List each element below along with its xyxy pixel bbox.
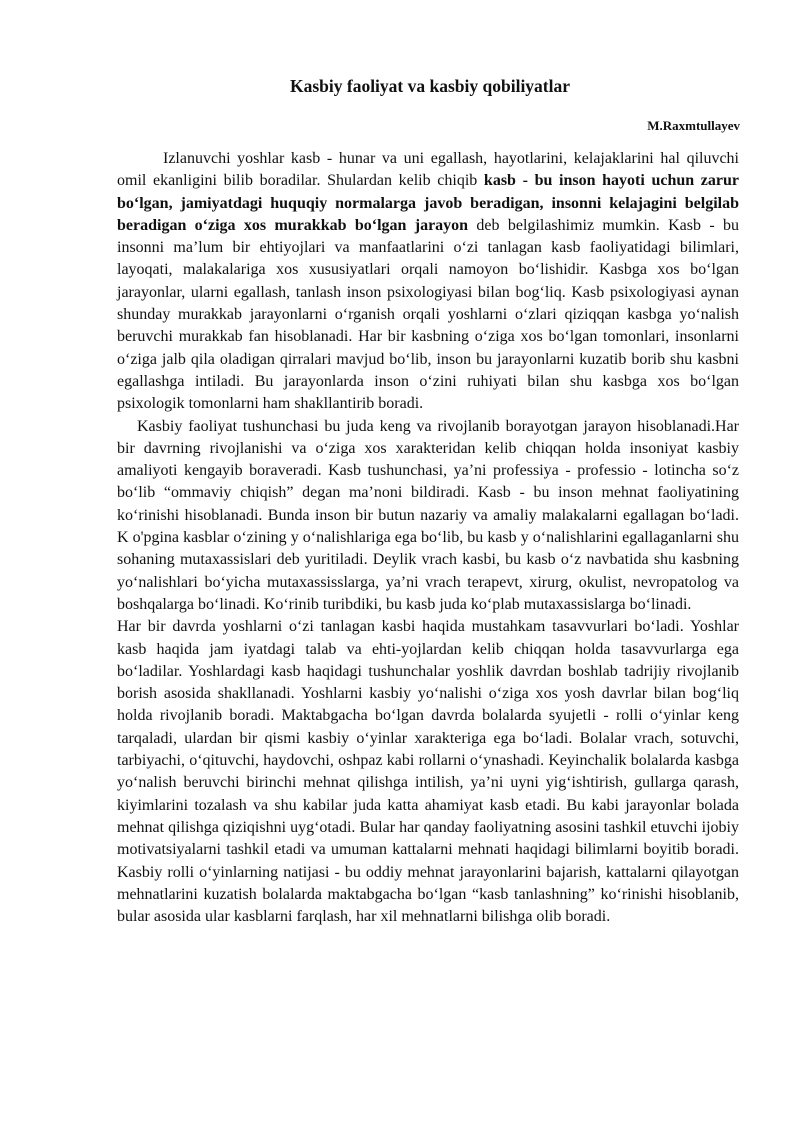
paragraph-1	[117, 148, 739, 416]
author-name: M.Raxmtullayev	[647, 118, 740, 133]
paragraph-2: Kasbiy faoliyat tushunchasi bu juda keng va rivojlanib borayotgan jarayon hisoblanadi.Har bir davrning rivojlanishi va o‘ziga xos xarakteridan kelib chiqqan holda insoniyat kasbiy amaliyoti kengayib boraveradi. Kasb tushunchasi, ya’ni professiya - professio - lotincha so‘z bo‘lib “ommaviy chiqish” degan ma’noni bildiradi. Kasb - bu inson mehnat faoliyatining ko‘rinishi hisoblanadi. Bunda inson bir butun nazariy va amaliy malakalarni egallagan bo‘ladi. K o'pgina kasblar o‘zining y o‘nalishlariga ega bo‘lib, bu kasb y o‘nalishlarini egallaganlarni shu sohaning mutaxassislari deb yuritiladi. Deylik vrach kasbi, bu kasb o‘z navbatida shu kasbning yo‘nalishlari bo‘yicha mutaxassisslarga, ya’ni vrach terapevt, xirurg, okulist, nevropatolog va boshqalarga bo‘linadi. Ko‘rinib turibdiki, bu kasb juda ko‘plab mutaxassislarga bo‘linadi.	[117, 417, 739, 613]
paragraph-3: Har bir davrda yoshlarni o‘zi tanlagan kasbi haqida mustahkam tasavvurlari bo‘ladi. Yoshlar kasb haqida jam iyatdagi talab va ehti-yojlardan kelib chiqqan holda tasavvurlarga ega bo‘ladilar. Yoshlardagi kasb haqidagi tushunchalar yoshlik davrdan boshlab tadrijiy rivojlanib borish asosida shakllanadi. Yoshlarni kasbiy yo‘nalishi o‘ziga xos yosh davrlar bilan bog‘liq holda rivojlanib boradi. Maktabgacha bo‘lgan davrda bolalarda syujetli - rolli o‘yinlar keng tarqaladi, ulardan bir qismi kasbiy o‘yinlar xarakteriga ega bo‘ladi. Bolalar vrach, sotuvchi, tarbiyachi, o‘qituvchi, haydovchi, oshpaz kabi rollarni o‘ynashadi. Keyinchalik bolalarda kasbga yo‘nalish beruvchi birinchi mehnat qilishga intilish, ya’ni uyni yig‘ishtirish, gullarga qarash, kiyimlarini tozalash va shu kabilar juda katta ahamiyat kasb etadi. Bu kabi jarayonlar bolada mehnat qilishga qiziqishni uyg‘otadi. Bular har qanday faoliyatning asosini tashkil etuvchi ijobiy motivatsiyalarni tashkil etadi va umuman kattalarni mehnati haqidagi bilimlarni boyitib boradi. Kasbiy rolli o‘yinlarning natijasi - bu oddiy mehnat jarayonlarini bajarish, kattalarni qilayotgan mehnatlarini kuzatish bolalarda maktabgacha bo‘lgan “kasb tanlashning” ko‘rinishi hisoblanib, bular asosida ular kasblarni farqlash, har xil mehnatlarni bilishga olib boradi.	[117, 618, 739, 926]
paragraph-1-text-end: deb belgilashimiz mumkin. Kasb - bu insonni ma’lum bir ehtiyojlari va manfaatlarini o‘zi tanlagan kasb faoliyatidagi bilimlari, layoqati, malakalariga xos xususiyatlari orqali namoyon bo‘lishidir. Kasbga xos bo‘lgan jarayonlar, ularni egallash, tanlash inson psixologiyasi bilan bog‘liq. Kasb psixologiyasi aynan shunday murakkab jarayonlarni o‘rganish orqali yoshlarni o‘zlari qiziqqan kasbga yo‘nalish beruvchi murakkab fan hisoblanadi. Har bir kasbning o‘ziga xos bo‘lgan tomonlari, insonlarni o‘ziga jalb qila oladigan qirralari mavjud bo‘lib, inson bu jarayonlarni kuzatib borib shu kasbni egallashga intiladi. Bu jarayonlarda inson o‘zini ruhiyati bilan shu kasbga xos bo‘lgan psixologik tomonlarni ham shakllantirib boradi.	[117, 216, 739, 413]
paragraph-1-bold-definition: kasb - bu inson hayoti uchun zarur bo‘lgan, jamiyatdagi huquqiy normalarga javob beradigan, insonni kelajagini belgilab beradigan o‘ziga xos murakkab bo‘lgan jarayon	[117, 172, 739, 234]
paragraph-1-text-start: Izlanuvchi yoshlar kasb - hunar va uni egallash, hayotlarini, kelajaklarini hal qiluvchi omil ekanligini bilib boradilar. Shulardan kelib chiqib	[117, 150, 739, 190]
document-title: Kasbiy faoliyat va kasbiy qobiliyatlar	[289, 76, 571, 96]
document-body	[117, 148, 739, 928]
